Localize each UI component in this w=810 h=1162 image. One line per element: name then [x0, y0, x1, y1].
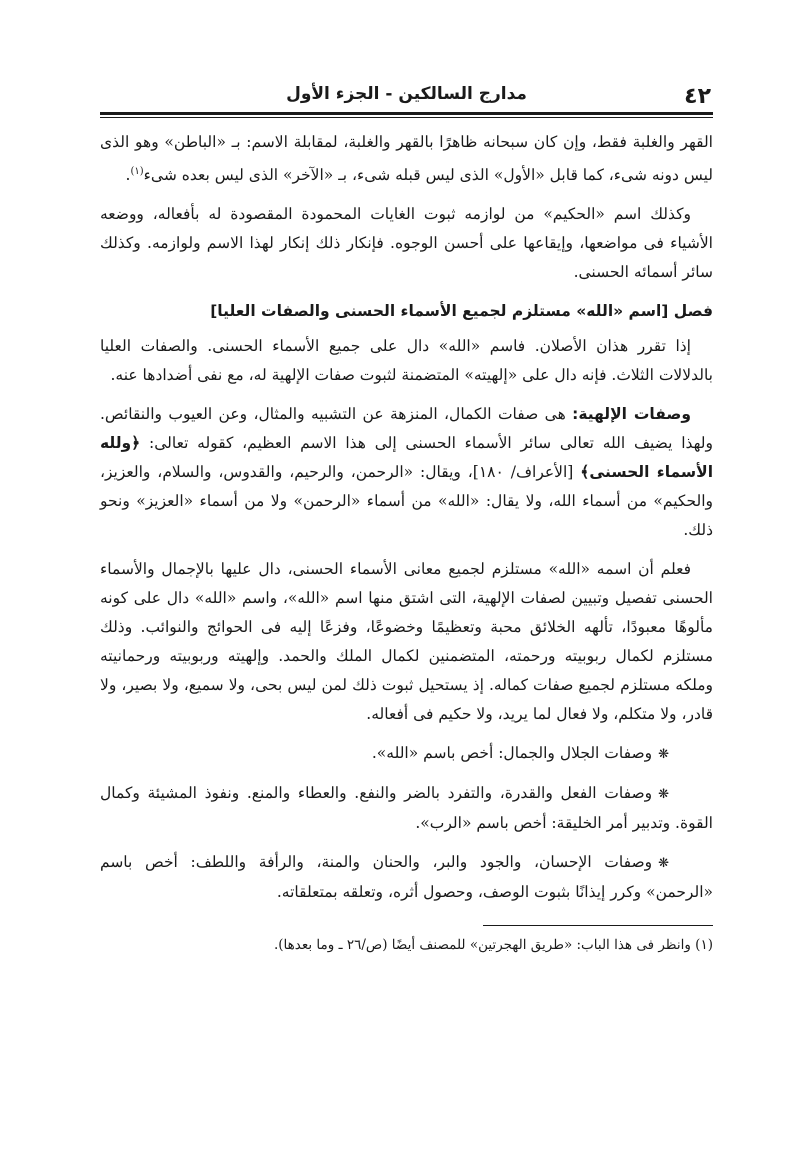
paragraph — [100, 400, 713, 545]
page-body — [100, 128, 713, 956]
paragraph: وكذلك اسم «الحكيم» من لوازمه ثبوت الغايات المحمودة المقصودة له بأفعاله، ووضعه الأشياء فى مواضعها، وإيقاعها على أحسن الوجوه. فإنكار ذلك إنكار لهذا الاسم ولوازمه. وكذلك سائر أسمائه الحسنى. — [100, 205, 713, 282]
footnote-ref: (١) — [130, 166, 144, 177]
paragraph-text: القهر والغلبة فقط، وإن كان سبحانه ظاهرًا بالقهر والغلبة، لمقابلة الاسم: بـ «الباطن» وهو الذى ليس دونه شىء، كما قابل «الأول» الذى ليس قبله شىء، بـ «الآخر» الذى ليس بعده شىء — [100, 133, 713, 185]
paragraph-end: . — [125, 166, 131, 185]
asterism-icon: ❋ — [658, 787, 669, 803]
footnote-rule — [483, 925, 713, 926]
book-page — [100, 80, 713, 956]
bullet-text: وصفات الإحسان، والجود والبر، والحنان والمنة، والرأفة واللطف: أخص باسم «الرحمن» وكرر إيذانًا بثبوت الوصف، وحصول أثره، وتعلقه بمتعلقاته. — [100, 853, 713, 902]
bullet-text: وصفات الجلال والجمال: أخص باسم «الله». — [371, 744, 653, 763]
page-number: ٤٢ — [684, 84, 711, 109]
paragraph-text: هى صفات الكمال، المنزهة عن التشبيه والمثال، وعن العيوب والنقائص. ولهذا يضيف الله تعالى سائر الأسماء الحسنى إلى هذا الاسم العظيم، كقوله تعالى: — [100, 405, 713, 453]
running-title: مدارج السالكين - الجزء الأول — [286, 84, 527, 104]
page-header — [100, 80, 713, 110]
header-rule-thin — [100, 117, 713, 118]
footnote: (١) وانظر فى هذا الباب: «طريق الهجرتين» للمصنف أيضًا (ص/٢٦ ـ وما بعدها). — [273, 937, 713, 954]
bullet-item — [100, 739, 713, 769]
paragraph: إذا تقرر هذان الأصلان. فاسم «الله» دال على جميع الأسماء الحسنى. والصفات العليا بالدلالات الثلاث. فإنه دال على «إلهيته» المتضمنة لثبوت صفات الإلهية له، مع نفى أضدادها عنه. — [100, 337, 713, 385]
bullet-text: وصفات الفعل والقدرة، والتفرد بالضر والنفع. والعطاء والمنع. ونفوذ المشيئة وكمال القوة. وتدبير أمر الخليقة: أخص باسم «الرب». — [100, 784, 713, 833]
section-heading: فصل [اسم «الله» مستلزم لجميع الأسماء الحسنى والصفات العليا] — [210, 302, 713, 321]
bullet-item — [100, 848, 713, 907]
keyword: وصفات الإلهية: — [572, 405, 691, 424]
bullet-item — [100, 779, 713, 838]
paragraph-text: [الأعراف/ ١٨٠]، ويقال: «الرحمن، والرحيم، والقدوس، والسلام، والعزيز، والحكيم» من أسماء الله، ولا يقال: «الله» من أسماء «الرحمن» ولا من أسماء «العزيز» ونحو ذلك. — [100, 463, 713, 540]
quran-verse: ﴿ولله الأسماء الحسنى﴾ — [100, 434, 714, 482]
asterism-icon: ❋ — [658, 856, 669, 872]
paragraph: فعلم أن اسمه «الله» مستلزم لجميع معانى الأسماء الحسنى، دال عليها بالإجمال والأسماء الحسنى تفصيل وتبيين لصفات الإلهية، التى اشتق منها اسم «الله»، واسم «الله» دال على كونه مألوهًا معبودًا، تألهه الخلائق محبة وتعظيمًا وخضوعًا، وفزعًا إليه فى الحوائج والنوائب. وذلك مستلزم لكمال ربوبيته ورحمته، المتضمنين لكمال الملك والحمد. وإلهيته وربوبيته ورحمانيته وملكه مستلزم لجميع صفات كماله. إذ يستحيل ثبوت ذلك لمن ليس بحى، ولا سميع، ولا بصير، ولا قادر، ولا متكلم، ولا فعال لما يريد، ولا حكيم فى أفعاله. — [100, 560, 713, 724]
paragraph — [100, 128, 713, 190]
asterism-icon: ❋ — [658, 747, 669, 763]
header-rule-thick — [100, 112, 713, 115]
